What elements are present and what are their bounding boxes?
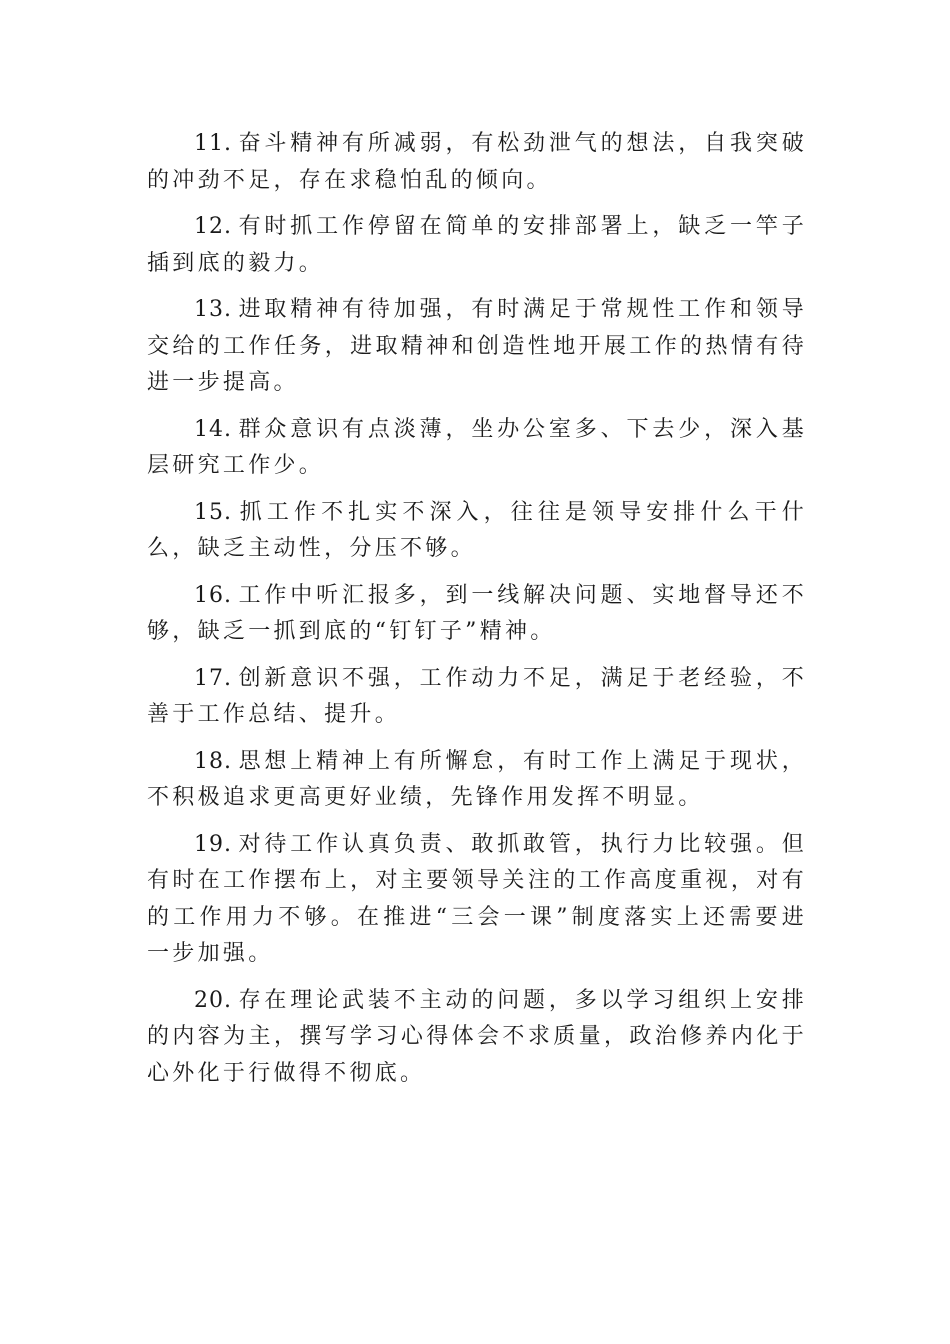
item-number: 18.: [194, 748, 232, 774]
list-item: [147, 827, 807, 973]
list-item: [147, 126, 807, 199]
list-item: [147, 661, 807, 734]
item-number: 15.: [194, 499, 232, 525]
item-text: 抓工作不扎实不深入，往往是领导安排什么干什么，缺乏主动性，分压不够。: [147, 499, 807, 561]
item-number: 11.: [194, 131, 232, 156]
item-number: 14.: [194, 416, 232, 442]
item-text: 工作中听汇报多，到一线解决问题、实地督导还不够，缺乏一抓到底的“钉钉子”精神。: [147, 582, 807, 644]
item-number: 19.: [194, 831, 232, 857]
item-text: 群众意识有点淡薄，坐办公室多、下去少，深入基层研究工作少。: [147, 416, 807, 478]
item-text: 对待工作认真负责、敢抓敢管，执行力比较强。但有时在工作摆布上，对主要领导关注的工作高度重视，对有的工作用力不够。在推进“三会一课”制度落实上还需要进一步加强。: [147, 831, 807, 966]
item-number: 20.: [194, 987, 232, 1013]
item-number: 12.: [194, 214, 232, 239]
item-number: 16.: [194, 582, 232, 608]
list-item: [147, 209, 807, 282]
list-item: [147, 495, 807, 568]
list-item: [147, 983, 807, 1093]
list-item: [147, 578, 807, 651]
item-text: 奋斗精神有所减弱，有松劲泄气的想法，自我突破的冲劲不足，存在求稳怕乱的倾向。: [147, 131, 807, 193]
list-item: [147, 292, 807, 402]
item-text: 有时抓工作停留在简单的安排部署上，缺乏一竿子插到底的毅力。: [147, 214, 807, 276]
item-text: 思想上精神上有所懈怠，有时工作上满足于现状，不积极追求更高更好业绩，先锋作用发挥不明显。: [147, 748, 807, 810]
item-text: 进取精神有待加强，有时满足于常规性工作和领导交给的工作任务，进取精神和创造性地开展工作的热情有待进一步提高。: [147, 297, 807, 395]
item-text: 创新意识不强，工作动力不足，满足于老经验，不善于工作总结、提升。: [147, 665, 807, 727]
list-item: [147, 412, 807, 485]
item-number: 13.: [194, 297, 232, 322]
list-item: [147, 744, 807, 817]
item-text: 存在理论武装不主动的问题，多以学习组织上安排的内容为主，撰写学习心得体会不求质量，政治修养内化于心外化于行做得不彻底。: [147, 987, 807, 1086]
item-number: 17.: [194, 665, 232, 691]
document-body: [147, 126, 807, 1102]
